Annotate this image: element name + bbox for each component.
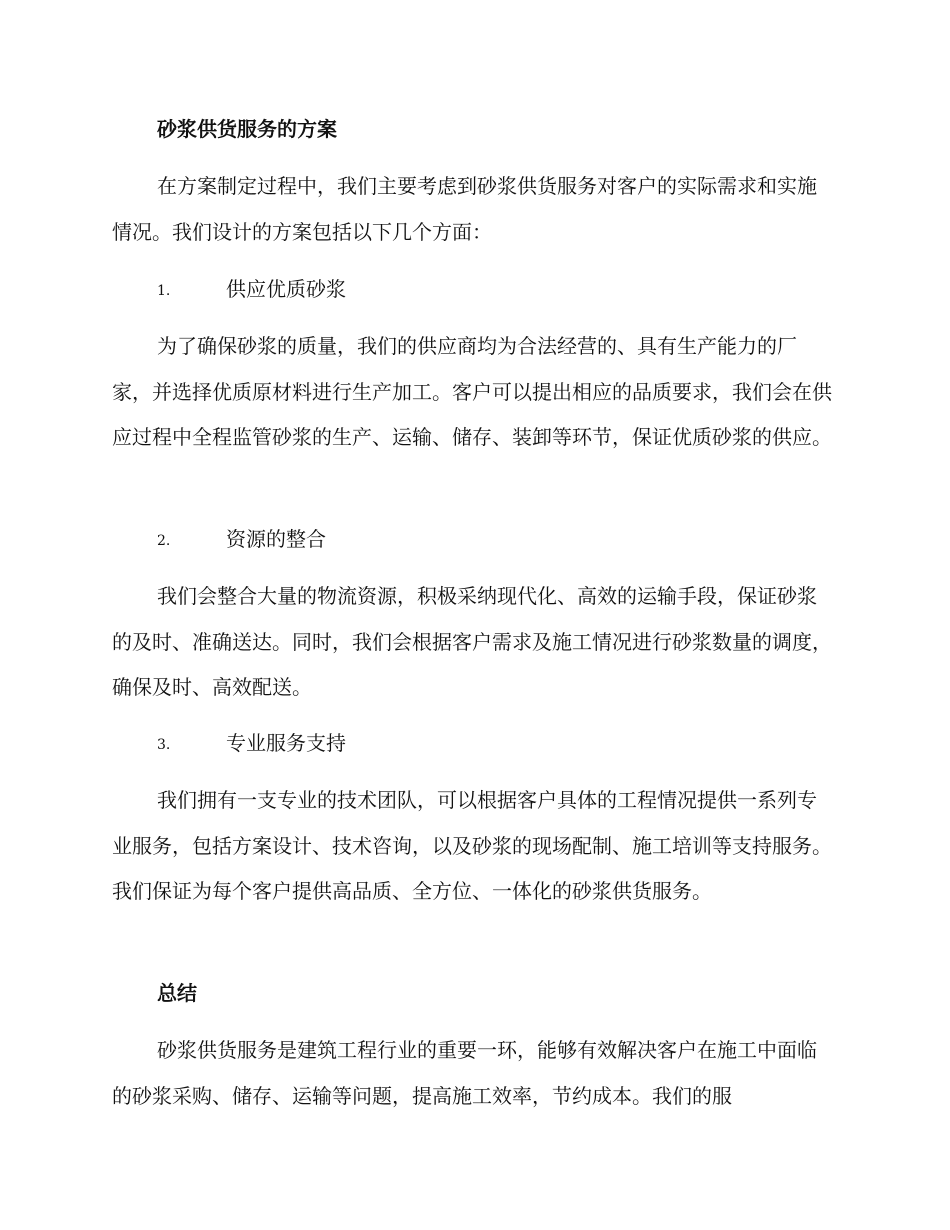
list-title: 专业服务支持 [226, 731, 346, 755]
list-title: 供应优质砂浆 [226, 277, 346, 301]
list-title: 资源的整合 [226, 527, 326, 551]
intro-paragraph: 在方案制定过程中，我们主要考虑到砂浆供货服务对客户的实际需求和实施情况。我们设计的方案包括以下几个方面： [112, 174, 817, 244]
list-number: 3. [157, 737, 171, 753]
item-2-paragraph: 我们会整合大量的物流资源，积极采纳现代化、高效的运输手段，保证砂浆的及时、准确送达。同时，我们会根据客户需求及施工情况进行砂浆数量的调度，确保及时、高效配送。 [112, 584, 832, 699]
summary-title: 总结 [157, 981, 197, 1005]
summary-paragraph: 砂浆供货服务是建筑工程行业的重要一环，能够有效解决客户在施工中面临的砂浆采购、储存、运输等问题，提高施工效率，节约成本。我们的服 [112, 1038, 817, 1108]
list-number: 1. [157, 283, 171, 299]
item-3-paragraph: 我们拥有一支专业的技术团队，可以根据客户具体的工程情况提供一系列专业服务，包括方案设计、技术咨询，以及砂浆的现场配制、施工培训等支持服务。我们保证为每个客户提供高品质、全方位、一体化的砂浆供货服务。 [112, 788, 832, 903]
section-title: 砂浆供货服务的方案 [157, 117, 337, 141]
list-number: 2. [157, 533, 171, 549]
item-1-paragraph: 为了确保砂浆的质量，我们的供应商均为合法经营的、具有生产能力的厂家，并选择优质原材料进行生产加工。客户可以提出相应的品质要求，我们会在供应过程中全程监管砂浆的生产、运输、储存、装卸等环节，保证优质砂浆的供应。 [112, 334, 832, 449]
